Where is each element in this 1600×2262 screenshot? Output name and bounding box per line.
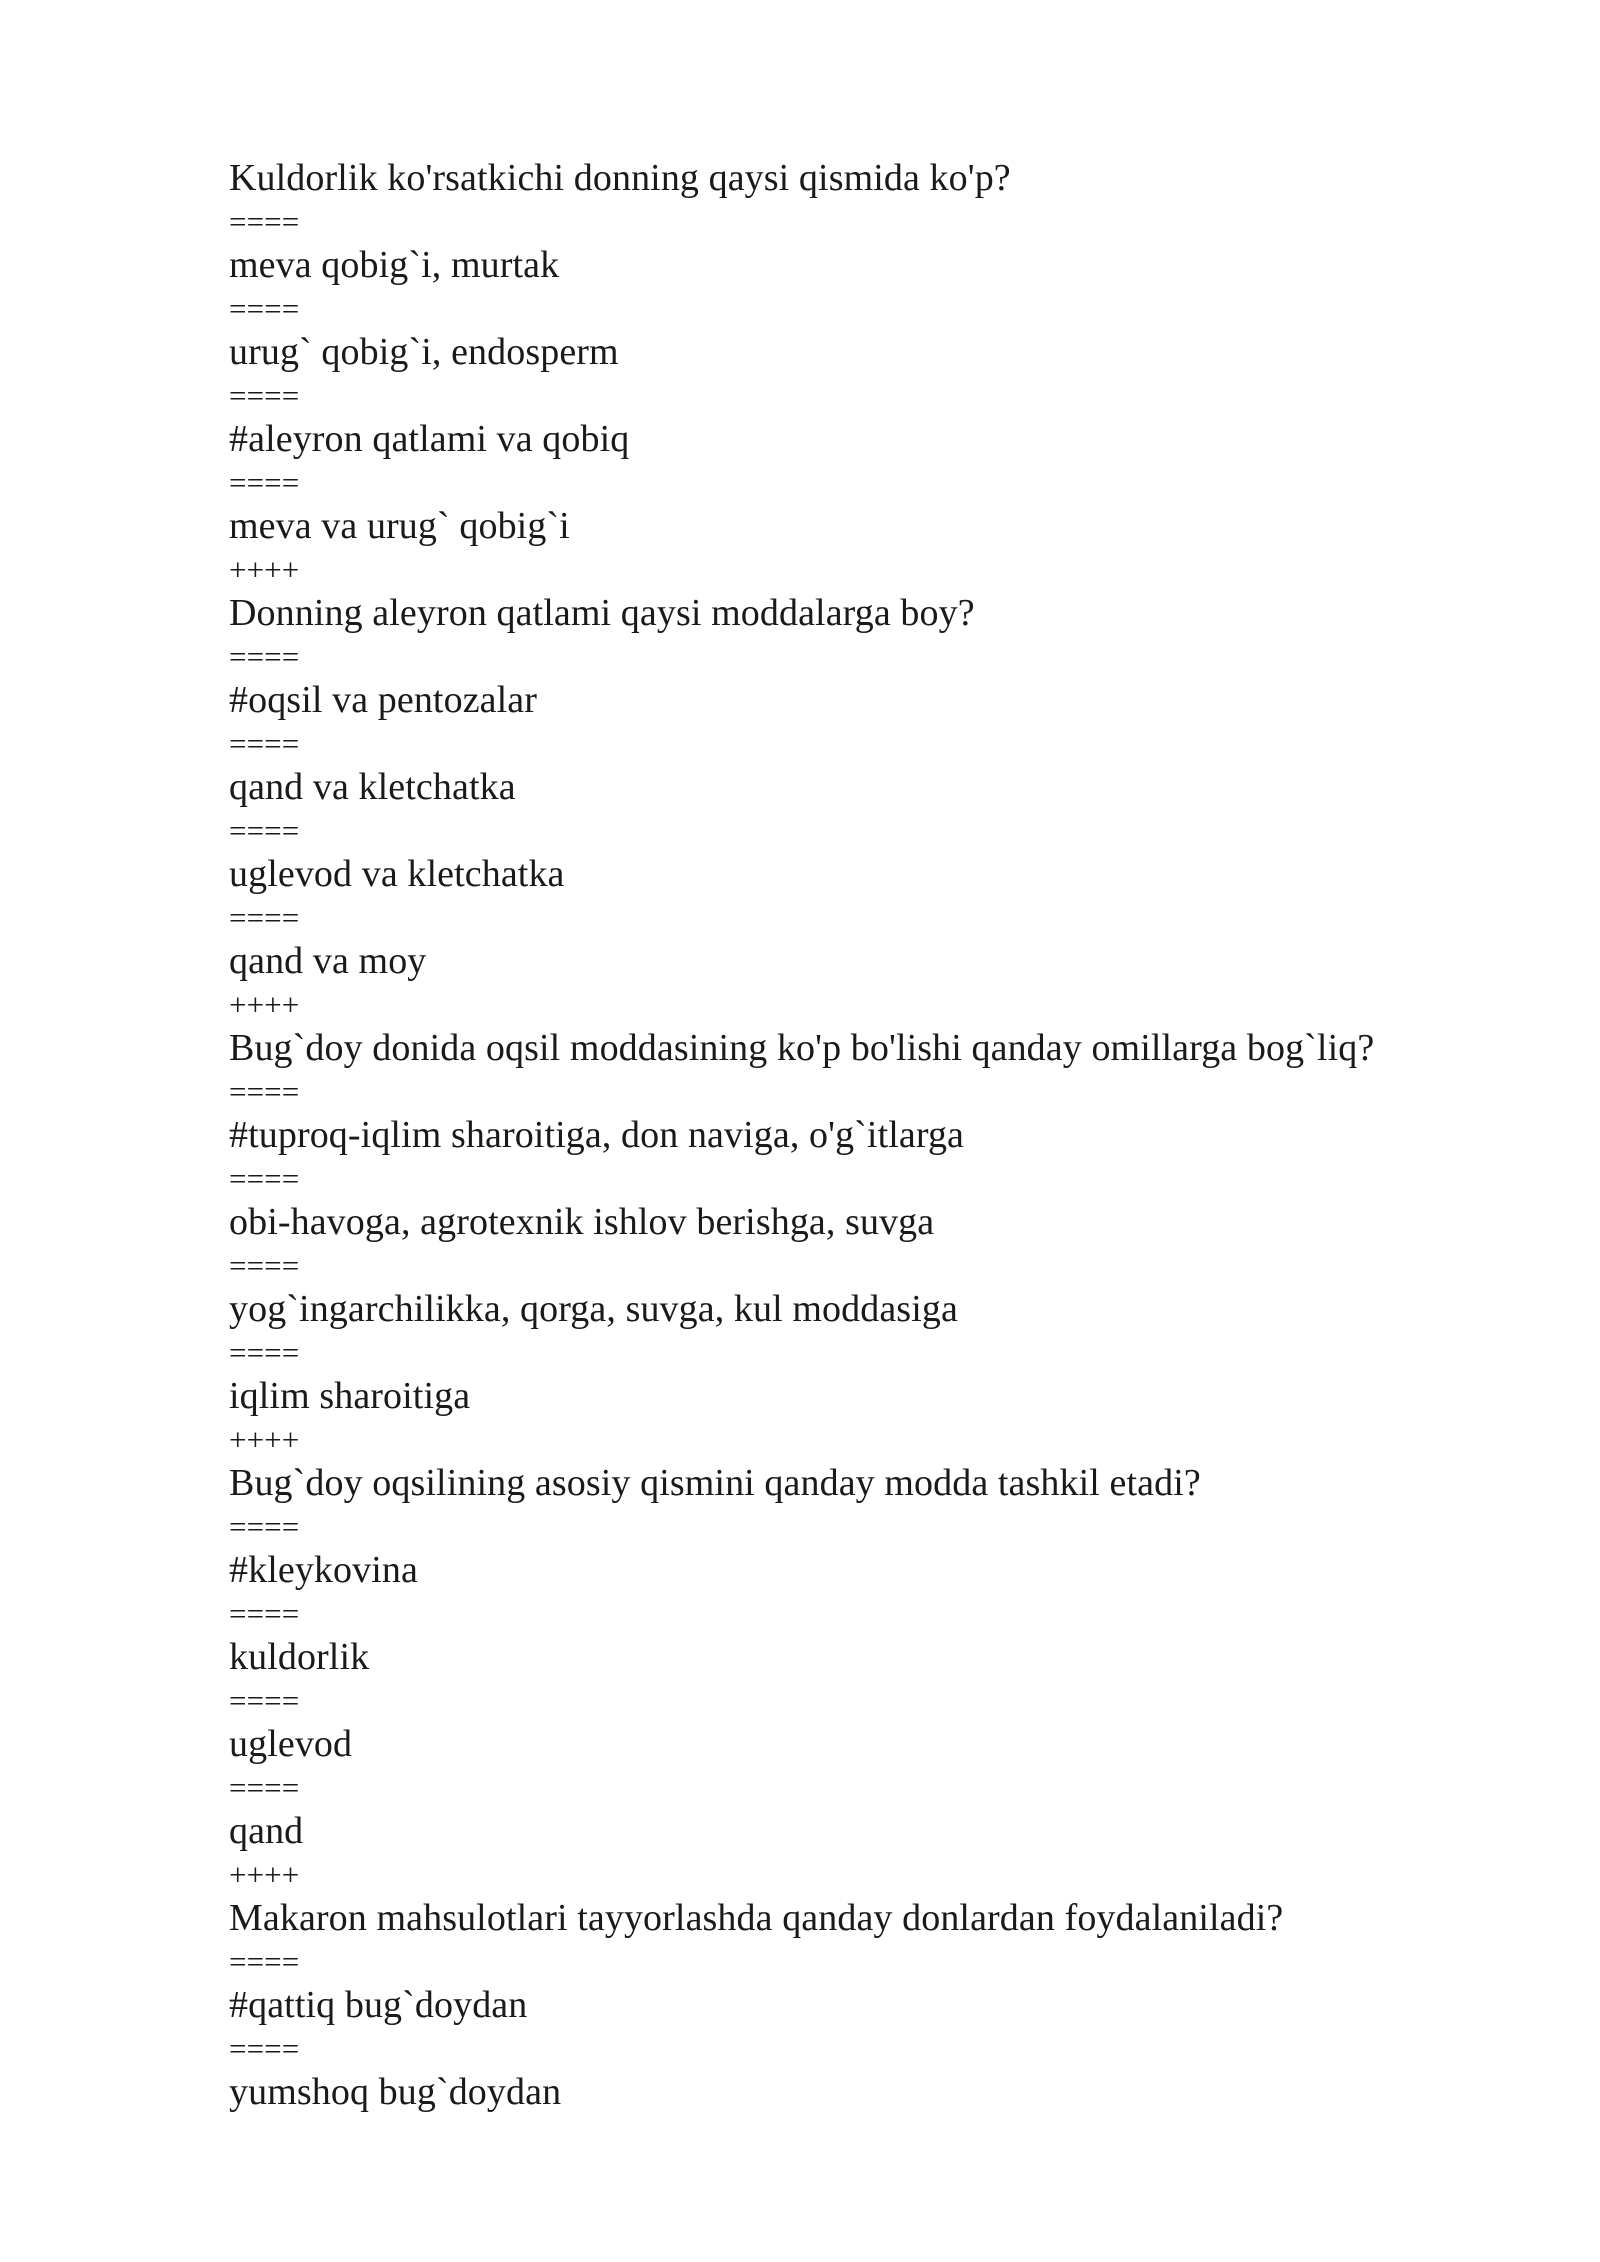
answer-option: kuldorlik <box>229 1636 370 1678</box>
separator: ==== <box>229 1683 300 1718</box>
separator: ==== <box>229 378 300 413</box>
end-marker: ++++ <box>229 552 300 587</box>
question-text: Bug`doy donida oqsil moddasining ko'p bo'lishi qanday omillarga bog`liq? <box>229 1027 1375 1069</box>
answer-option: meva va urug` qobig`i <box>229 505 570 547</box>
separator: ==== <box>229 1770 300 1805</box>
question-block-5 <box>229 1890 1529 2120</box>
answer-option: urug` qobig`i, endosperm <box>229 331 619 373</box>
separator: ==== <box>229 726 300 761</box>
answer-option-correct: #aleyron qatlami va qobiq <box>229 418 630 460</box>
question-block-1 <box>229 150 1529 585</box>
answer-option-correct: #qattiq bug`doydan <box>229 1984 528 2026</box>
answer-option: yog`ingarchilikka, qorga, suvga, kul moddasiga <box>229 1288 958 1330</box>
answer-option: uglevod va kletchatka <box>229 853 565 895</box>
answer-option: yumshoq bug`doydan <box>229 2071 562 2113</box>
question-text: Makaron mahsulotlari tayyorlashda qanday donlardan foydalaniladi? <box>229 1897 1284 1939</box>
question-text: Bug`doy oqsilining asosiy qismini qanday modda tashkil etadi? <box>229 1462 1201 1504</box>
separator: ==== <box>229 1335 300 1370</box>
question-block-4 <box>229 1455 1529 1890</box>
separator: ==== <box>229 204 300 239</box>
separator: ==== <box>229 1074 300 1109</box>
answer-option-correct: #kleykovina <box>229 1549 418 1591</box>
separator: ==== <box>229 1944 300 1979</box>
answer-option: uglevod <box>229 1723 353 1765</box>
answer-option: qand va kletchatka <box>229 766 516 808</box>
separator: ==== <box>229 465 300 500</box>
end-marker: ++++ <box>229 1857 300 1892</box>
separator: ==== <box>229 813 300 848</box>
question-text: Donning aleyron qatlami qaysi moddalarga boy? <box>229 592 975 634</box>
question-block-3 <box>229 1020 1529 1455</box>
document-page <box>229 150 1529 2120</box>
answer-option: obi-havoga, agrotexnik ishlov berishga, suvga <box>229 1201 935 1243</box>
answer-option-correct: #tuproq-iqlim sharoitiga, don naviga, o'g`itlarga <box>229 1114 965 1156</box>
question-block-2 <box>229 585 1529 1020</box>
separator: ==== <box>229 2031 300 2066</box>
separator: ==== <box>229 1509 300 1544</box>
separator: ==== <box>229 1248 300 1283</box>
separator: ==== <box>229 639 300 674</box>
answer-option-correct: #oqsil va pentozalar <box>229 679 538 721</box>
answer-option: iqlim sharoitiga <box>229 1375 471 1417</box>
separator: ==== <box>229 900 300 935</box>
separator: ==== <box>229 1161 300 1196</box>
answer-option: qand va moy <box>229 940 427 982</box>
separator: ==== <box>229 291 300 326</box>
answer-option: meva qobig`i, murtak <box>229 244 560 286</box>
end-marker: ++++ <box>229 1422 300 1457</box>
end-marker: ++++ <box>229 987 300 1022</box>
question-text: Kuldorlik ko'rsatkichi donning qaysi qismida ko'p? <box>229 157 1011 199</box>
answer-option: qand <box>229 1810 304 1852</box>
separator: ==== <box>229 1596 300 1631</box>
